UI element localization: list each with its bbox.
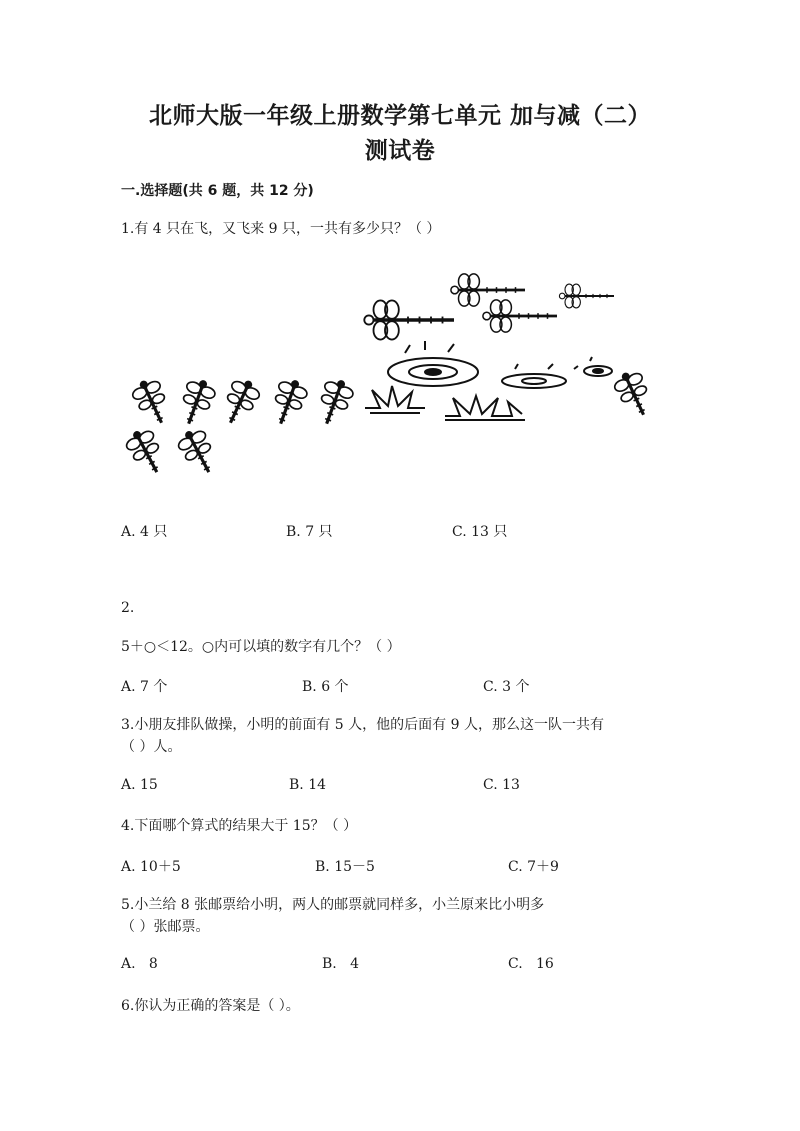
option-c[interactable]: C. 13 (483, 777, 520, 793)
dragonfly-icon (217, 376, 263, 429)
pond-ripple-icon (574, 357, 612, 376)
question-4 (121, 815, 357, 837)
option-c[interactable]: C. 16 (508, 956, 554, 972)
option-b[interactable]: B. 6 个 (302, 679, 349, 695)
option-b[interactable]: B. 4 (322, 956, 359, 972)
dragonfly-pond-illustration (120, 268, 665, 483)
question-2-number: 2. (121, 600, 135, 616)
question-number: 6. (121, 998, 135, 1014)
question-number: 4. (121, 818, 135, 834)
question-text: 小兰给 8 张邮票给小明，两人的邮票就同样多，小兰原来比小明多 (134, 897, 545, 913)
grass-icon (445, 396, 525, 420)
section-heading: 一.选择题(共 6 题，共 12 分) (121, 183, 314, 199)
pond-ripple-icon (502, 364, 566, 388)
dragonfly-icon (364, 300, 454, 339)
dragonfly-icon (451, 274, 525, 306)
question-text: 你认为正确的答案是（ ）。 (134, 998, 300, 1014)
option-a[interactable]: A. 8 (121, 956, 158, 972)
question-1 (121, 218, 440, 240)
question-3 (121, 714, 604, 736)
dragonfly-icon (267, 376, 310, 428)
dragonfly-icon (611, 368, 657, 421)
option-c[interactable]: C. 3 个 (483, 679, 530, 695)
question-number: 3. (121, 717, 135, 733)
dragonfly-icon (175, 425, 222, 479)
dragonfly-icon (129, 376, 175, 429)
option-a[interactable]: A. 15 (121, 777, 158, 793)
option-b[interactable]: B. 15－5 (315, 859, 375, 875)
question-text: 有 4 只在飞，又飞来 9 只，一共有多少只？（ ） (134, 221, 441, 237)
dragonfly-icon (559, 284, 614, 308)
dragonfly-icon (483, 300, 557, 332)
question-number: 1. (121, 221, 135, 237)
option-a[interactable]: A. 7 个 (121, 679, 168, 695)
page-title: 北师大版一年级上册数学第七单元 加与减（二） (148, 103, 651, 129)
option-c[interactable]: C. 7＋9 (508, 859, 559, 875)
option-b[interactable]: B. 14 (289, 777, 327, 793)
option-a[interactable]: A. 4 只 (121, 524, 168, 540)
question-6 (121, 995, 300, 1017)
question-2-text: 5＋○＜12。○内可以填的数字有几个？（ ） (121, 639, 401, 655)
dragonfly-icon (175, 376, 218, 428)
pond-ripple-icon (388, 341, 478, 386)
grass-icon (365, 386, 425, 413)
page-subtitle: 测试卷 (364, 138, 436, 164)
question-text: 下面哪个算式的结果大于 15？（ ） (134, 818, 358, 834)
question-3-line2: （ ）人。 (121, 739, 182, 755)
question-number: 5. (121, 897, 135, 913)
question-5 (121, 894, 544, 916)
dragonfly-icon (123, 425, 170, 479)
option-c[interactable]: C. 13 只 (452, 524, 508, 540)
dragonfly-icon (313, 376, 356, 428)
option-b[interactable]: B. 7 只 (286, 524, 333, 540)
question-5-line2: （ ）张邮票。 (121, 919, 210, 935)
option-a[interactable]: A. 10＋5 (121, 859, 181, 875)
question-text: 小朋友排队做操，小明的前面有 5 人，他的后面有 9 人，那么这一队一共有 (134, 717, 604, 733)
